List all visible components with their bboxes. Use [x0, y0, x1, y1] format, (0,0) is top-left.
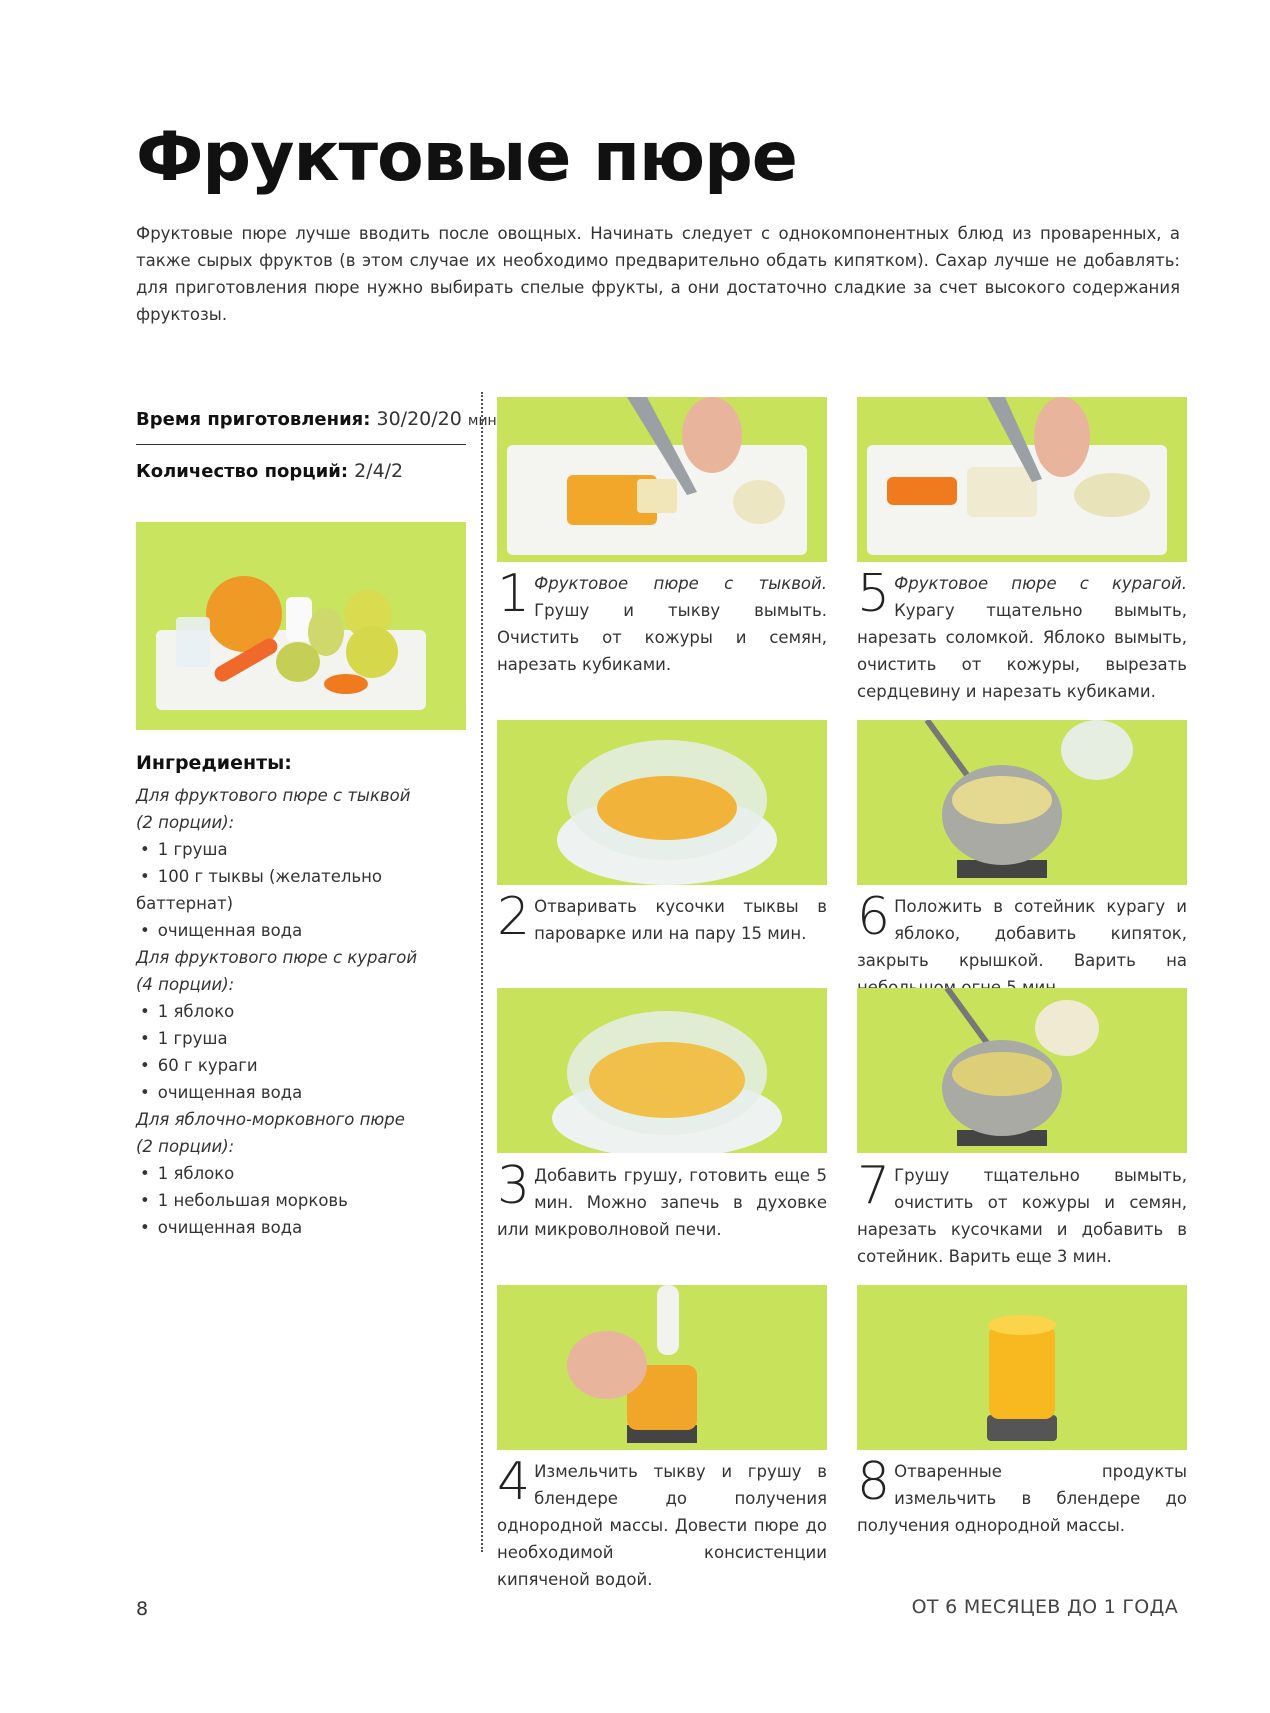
- step-5-photo: [857, 397, 1187, 562]
- step-7-photo: [857, 988, 1187, 1153]
- section-footer: ОТ 6 МЕСЯЦЕВ ДО 1 ГОДА: [911, 1596, 1178, 1618]
- step-7: [857, 1156, 1187, 1270]
- step-number: 8: [857, 1452, 891, 1512]
- cooking-time-value: 30/20/20: [376, 408, 462, 430]
- meta-divider: [136, 444, 466, 445]
- ingredient-item: • 100 г тыквы (желательно баттернат): [136, 863, 476, 917]
- step-number: 1: [497, 564, 531, 624]
- ingredient-group-portions: (2 порции):: [136, 1137, 235, 1156]
- step-5: [857, 564, 1187, 705]
- servings-value: 2/4/2: [354, 460, 404, 482]
- servings: [136, 460, 403, 482]
- step-1-photo: [497, 397, 827, 562]
- ingredient-item: • очищенная вода: [136, 917, 476, 944]
- step-number: 2: [497, 887, 531, 947]
- ingredient-item: • 1 яблоко: [136, 998, 476, 1025]
- step-text: Добавить грушу, готовить еще 5 мин. Можно запечь в духовке или микроволновой печи.: [497, 1166, 827, 1239]
- ingredient-item: • 1 груша: [136, 836, 476, 863]
- step-6-photo: [857, 720, 1187, 885]
- step-text: Отваренные продукты измельчить в блендере до получения однородной массы.: [857, 1462, 1187, 1535]
- ingredient-item: • очищенная вода: [136, 1214, 476, 1241]
- ingredients-heading: Ингредиенты:: [136, 752, 292, 774]
- ingredient-group-title: Для фруктового пюре с курагой: [136, 948, 418, 967]
- step-text: Курагу тщательно вымыть, нарезать соломкой. Яблоко вымыть, очистить от кожуры, вырезать сердцевину и нарезать кубиками.: [857, 601, 1187, 701]
- step-number: 4: [497, 1452, 531, 1512]
- intro-paragraph: Фруктовые пюре лучше вводить после овощных. Начинать следует с однокомпонентных блюд из проваренных, а также сырых фруктов (в этом случае их необходимо предварительно обдать кипятком). Сахар лучше не добавлять: для приготовления пюре нужно выбирать спелые фрукты, а они достаточно сладкие за счет высокого содержания фруктозы.: [136, 224, 1180, 324]
- ingredient-group-portions: (4 порции):: [136, 975, 235, 994]
- step-6: [857, 887, 1187, 1001]
- cooking-time: [136, 408, 497, 430]
- page-number: 8: [136, 1598, 149, 1620]
- servings-label: Количество порций:: [136, 461, 349, 482]
- step-1: [497, 564, 827, 678]
- step-number: 3: [497, 1156, 531, 1216]
- ingredient-item: • 1 яблоко: [136, 1160, 476, 1187]
- step-3-photo: [497, 988, 827, 1153]
- ingredients-photo: [136, 522, 466, 730]
- step-text: Положить в сотейник курагу и яблоко, добавить кипяток, закрыть крышкой. Варить на: [857, 897, 1187, 970]
- step-8-photo: [857, 1285, 1187, 1450]
- ingredient-group-portions: (2 порции):: [136, 813, 235, 832]
- ingredient-item: • очищенная вода: [136, 1079, 476, 1106]
- step-number: 6: [857, 887, 891, 947]
- step-text: Измельчить тыкву и грушу в блендере до получения однородной массы. Довести пюре до необходимой консистенции кипяченой водой.: [497, 1462, 827, 1589]
- ingredients-list: [136, 782, 476, 1241]
- step-subtitle: Фруктовое пюре с курагой.: [894, 574, 1187, 593]
- column-divider: [481, 392, 483, 1552]
- step-number: 7: [857, 1156, 891, 1216]
- step-number: 5: [857, 564, 891, 624]
- step-text: Грушу и тыкву вымыть. Очистить от кожуры и семян, нарезать кубиками.: [497, 601, 827, 674]
- ingredient-group-title: Для фруктового пюре с тыквой: [136, 786, 411, 805]
- ingredient-item: • 60 г кураги: [136, 1052, 476, 1079]
- step-subtitle: Фруктовое пюре с тыквой.: [534, 574, 827, 593]
- cooking-time-label: Время приготовления:: [136, 409, 371, 430]
- ingredient-item: • 1 небольшая морковь: [136, 1187, 476, 1214]
- step-text: Грушу тщательно вымыть, очистить от кожуры и семян, нарезать кусочками и добавить в сотейник. Варить еще 3 мин.: [857, 1166, 1187, 1266]
- step-4: [497, 1452, 827, 1593]
- step-4-photo: [497, 1285, 827, 1450]
- step-text: Отваривать кусочки тыквы в пароварке или на пару 15 мин.: [534, 897, 827, 943]
- step-3: [497, 1156, 827, 1243]
- step-2-photo: [497, 720, 827, 885]
- step-8: [857, 1452, 1187, 1539]
- page-title: Фруктовые пюре: [136, 118, 797, 197]
- cooking-time-unit: мин: [467, 413, 497, 429]
- ingredient-item: • 1 груша: [136, 1025, 476, 1052]
- step-2: [497, 887, 827, 947]
- ingredient-group-title: Для яблочно-морковного пюре: [136, 1110, 405, 1129]
